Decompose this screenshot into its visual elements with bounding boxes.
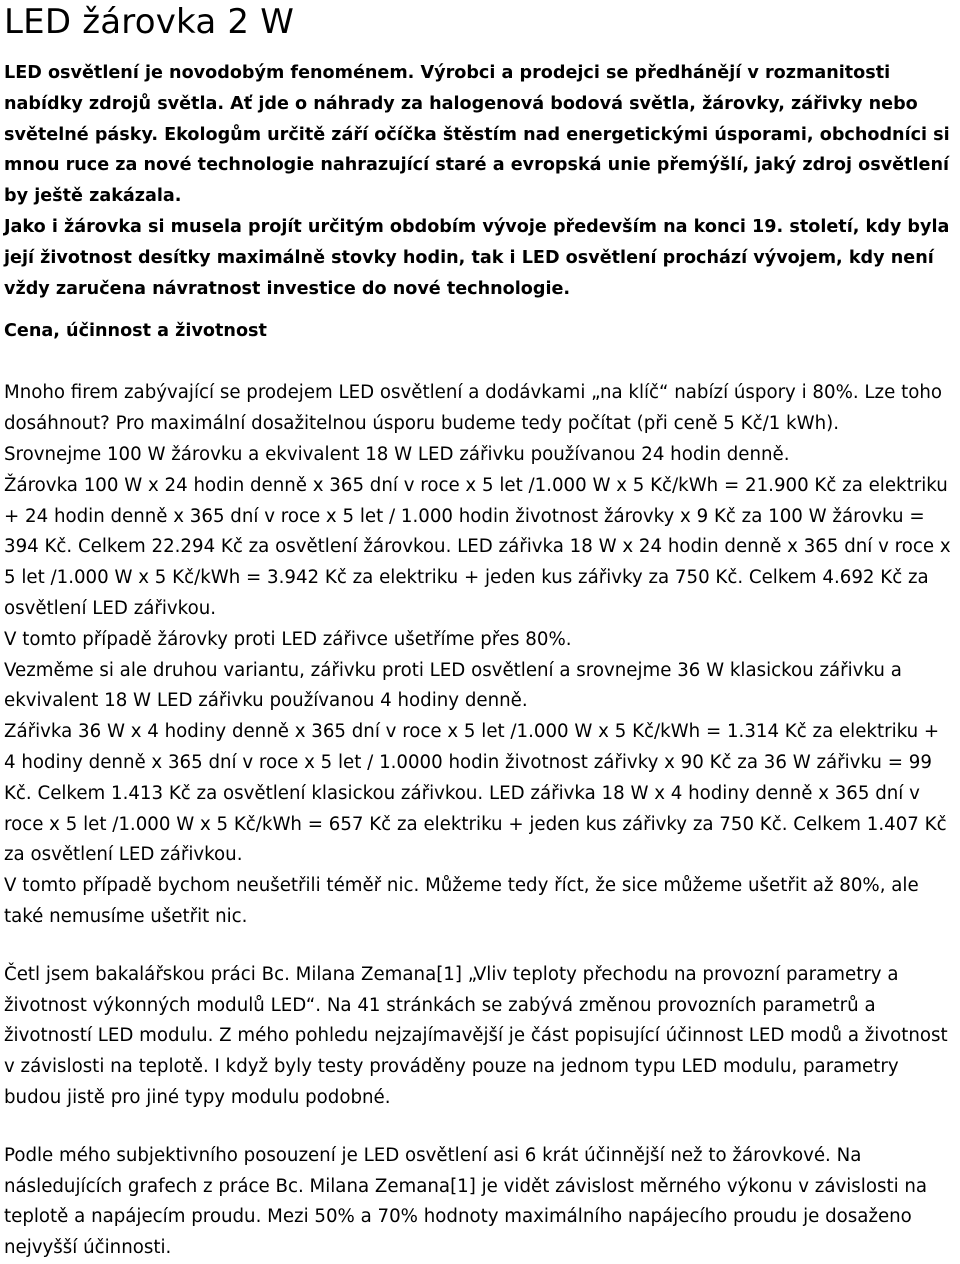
intro-paragraph: Jako i žárovka si musela projít určitým obdobím vývoje především na konci 19. století, kdy byla její životnost desítky maximálně stovky hodin, tak i LED osvětlení prochází vývojem, kdy není vždy zaručena návratnost investice do nové technologie. [4, 216, 950, 299]
section-heading: Cena, účinnost a životnost [4, 321, 267, 342]
body-paragraph: V tomto případě bychom neušetřili téměř nic. Můžeme tedy říct, že sice můžeme ušetřit až 80%, ale také nemusíme ušetřit nic. [4, 875, 919, 927]
body-paragraph: Mnoho firem zabývající se prodejem LED osvětlení a dodávkami „na klíč“ nabízí úspory i 80%. Lze toho dosáhnout? Pro maximální dosažitelnou úsporu budeme tedy počítat (při ceně 5 Kč/1 kWh). [4, 382, 942, 435]
body-paragraph: Zářivka 36 W x 4 hodiny denně x 365 dní v roce x 5 let /1.000 W x 5 Kč/kWh = 1.314 Kč za elektriku + 4 hodiny denně x 365 dní v roce x 5 let / 1.0000 hodin životnost zářivky x 90 Kč za 36 W zářivku = 99 Kč. Celkem 1.413 Kč za osvětlení klasickou zářivkou. LED zářivka 18 W x 4 hodiny denně x 365 dní v roce x 5 let /1.000 W x 5 Kč/kWh = 657 Kč za elektriku + jeden kus zářivky za 750 Kč. Celkem 1.407 Kč za osvětlení LED zářivkou. [4, 721, 947, 866]
thesis-paragraph: Četl jsem bakalářskou práci Bc. Milana Zemana[1] „Vliv teploty přechodu na provozní parametry a životnost výkonných modulů LED“. Na 41 stránkách se zabývá změnou provozních parametrů a životností LED modulu. Z mého pohledu nejzajímavější je část popisující účinnost LED modů a životnost v závislosti na teplotě. I když byly testy prováděny pouze na jednom typu LED modulu, parametry budou jistě pro jiné typy modulu podobné. [4, 963, 948, 1108]
article-body [4, 378, 956, 1264]
intro-block [4, 58, 956, 304]
body-paragraph: Srovnejme 100 W žárovku a ekvivalent 18 W LED zářivku používanou 24 hodin denně. [4, 443, 790, 465]
article-title: LED žárovka 2 W [4, 2, 295, 42]
closing-paragraph: Podle mého subjektivního posouzení je LED osvětlení asi 6 krát účinnější než to žárovkové. Na následujících grafech z práce Bc. Milana Zemana[1] je vidět závislost měrného výkonu v závislosti na teplotě a napájecím proudu. Mezi 50% a 70% hodnoty maximálního napájecího proudu je dosaženo nejvyšší účinnosti. [4, 1144, 928, 1259]
intro-paragraph: LED osvětlení je novodobým fenoménem. Výrobci a prodejci se předhánějí v rozmanitosti nabídky zdrojů světla. Ať jde o náhrady za halogenová bodová světla, žárovky, zářivky nebo světelné pásky. Ekologům určitě září očíčka štěstím nad energetickými úsporami, obchodníci si mnou ruce za nové technologie nahrazující staré a evropská unie přemýšlí, jaký zdroj osvětlení by ještě zakázala. [4, 63, 950, 207]
body-paragraph: Vezměme si ale druhou variantu, zářivku proti LED osvětlení a srovnejme 36 W klasickou zářivku a ekvivalent 18 W LED zářivku používanou 4 hodiny denně. [4, 659, 902, 712]
body-paragraph: Žárovka 100 W x 24 hodin denně x 365 dní v roce x 5 let /1.000 W x 5 Kč/kWh = 21.900 Kč za elektriku + 24 hodin denně x 365 dní v roce x 5 let / 1.000 hodin životnost žárovky x 9 Kč za 100 W žárovku = 394 Kč. Celkem 22.294 Kč za osvětlení žárovkou. LED zářivka 18 W x 24 hodin denně x 365 dní v roce x 5 let /1.000 W x 5 Kč/kWh = 3.942 Kč za elektriku + jeden kus zářivky za 750 Kč. Celkem 4.692 Kč za osvětlení LED zářivkou. [4, 474, 951, 619]
body-paragraph: V tomto případě žárovky proti LED zářivce ušetříme přes 80%. [4, 628, 572, 650]
